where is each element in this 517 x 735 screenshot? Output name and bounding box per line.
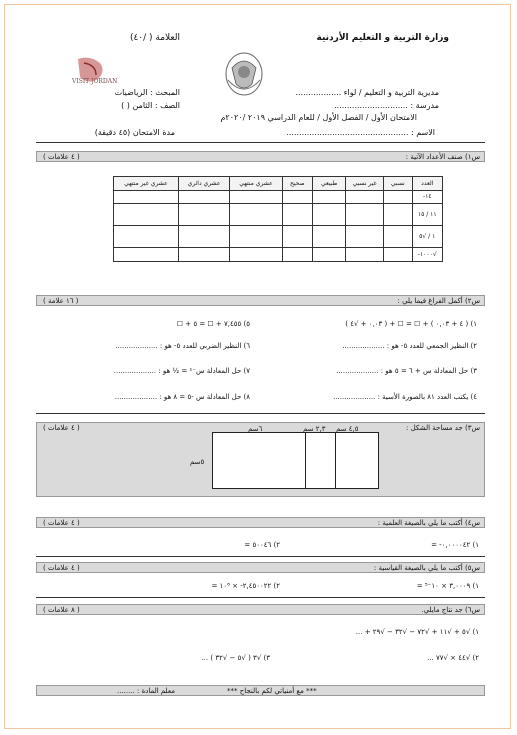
ministry-title: وزارة التربية و التعليم الأردنية <box>316 33 449 43</box>
number-cell: ١١ / ١٥ <box>412 204 443 226</box>
answer-cell[interactable] <box>114 190 179 204</box>
q5-item-2: ٢) ٢,٤٥٠٠٢٢- × ١٠⁶ = <box>211 582 280 590</box>
answer-cell[interactable] <box>282 190 312 204</box>
answer-cell[interactable] <box>384 248 412 262</box>
dim-label: ٤,٥ سم <box>336 425 359 433</box>
q1-title: س١) صنف الأعداد الآتية : <box>405 153 480 161</box>
area-figure <box>212 432 379 489</box>
q4-title: س٤) أكتب ما يلي بالصيغة العلمية : <box>377 519 480 527</box>
answer-cell[interactable] <box>384 204 412 226</box>
number-cell: ١٤- <box>412 190 443 204</box>
answer-cell[interactable] <box>114 226 179 248</box>
table-row <box>114 226 443 248</box>
number-cell: √١٠٠٠- <box>412 248 443 262</box>
q1-bar <box>36 151 485 162</box>
table-header: صحيح <box>282 177 312 191</box>
answer-cell[interactable] <box>230 190 282 204</box>
q4-item-1: ١) ٠,٠٠٠٠٤٢- = <box>431 541 479 549</box>
visit-jordan-logo <box>70 55 118 85</box>
q2-item-1: ١) ( ٤ + ٠,٠٣ ) + ☐ = ☐ + ( ٠,٠٣ + √٤ ) <box>345 320 477 328</box>
table-header: عشري غير منتهي <box>114 177 179 191</box>
student-name-field: الاسم : ................................................ <box>286 128 435 137</box>
table-header: العدد <box>412 177 443 191</box>
answer-cell[interactable] <box>346 226 384 248</box>
q4-item-2: ٢) ٥٠٠٤٦ = <box>244 541 280 549</box>
class-field: الصف : الثامن ( ) <box>121 101 180 110</box>
grade-field: العلامة ( /٤٠) <box>129 33 180 43</box>
answer-cell[interactable] <box>230 204 282 226</box>
table-row <box>114 190 443 204</box>
q6-bar <box>36 604 485 615</box>
answer-cell[interactable] <box>178 204 229 226</box>
q5-item-1: ١) ٣,٠٠٠٩ × ١٠⁻⁵ = <box>416 582 479 590</box>
subject-field: المبحث : الرياضيات <box>114 88 180 97</box>
q4-marks: ( ٤ علامات ) <box>43 519 80 527</box>
q2-marks: ( ١٦ علامة ) <box>43 297 79 305</box>
q5-divider <box>36 597 485 598</box>
q3-marks: ( ٤ علامات ) <box>43 424 80 432</box>
answer-cell[interactable] <box>178 190 229 204</box>
answer-cell[interactable] <box>384 190 412 204</box>
answer-cell[interactable] <box>178 248 229 262</box>
q2-item-5: ٥) ٧,٤٥٥ + ☐ = ٥ + ☐ <box>176 320 250 328</box>
table-header-row <box>114 177 443 191</box>
classification-table <box>113 176 443 262</box>
header-divider <box>36 142 485 143</box>
exam-title: الامتحان الأول / الفصل الأول / للعام الدراسي ٢٠١٩ /٢٠٢٠م <box>220 113 417 122</box>
figure-divider <box>305 433 306 488</box>
dim-label: ٦سم <box>248 425 263 433</box>
answer-cell[interactable] <box>384 226 412 248</box>
table-header: غير نسبي <box>346 177 384 191</box>
footer-bar <box>36 685 485 696</box>
figure-divider <box>335 433 336 488</box>
answer-cell[interactable] <box>346 190 384 204</box>
q6-title: س٦) جد نتاج مايلي. <box>421 606 480 614</box>
number-cell: ١ / √٥ <box>412 226 443 248</box>
answer-cell[interactable] <box>114 204 179 226</box>
table-row <box>114 204 443 226</box>
q2-item-4: ٤) يكتب العدد ٨١ بالصورة الأسية : ................... <box>333 393 477 401</box>
answer-cell[interactable] <box>178 226 229 248</box>
answer-cell[interactable] <box>346 204 384 226</box>
answer-cell[interactable] <box>230 226 282 248</box>
answer-cell[interactable] <box>312 190 345 204</box>
answer-cell[interactable] <box>282 226 312 248</box>
answer-cell[interactable] <box>230 248 282 262</box>
q5-marks: ( ٤ علامات ) <box>43 564 80 572</box>
q6-item-1: ١) √٥ + √١١ + √٧٢ − √٣٢ − √٢٩ + ... <box>355 628 479 636</box>
table-header: عشري دائري <box>178 177 229 191</box>
directorate-field: مديرية التربية و التعليم / لواء .................. <box>295 88 439 97</box>
q2-item-7: ٧) حل المعادلة س⁻¹ = ½ هو : ................... <box>113 367 250 375</box>
svg-text:VISIT JORDAN: VISIT JORDAN <box>72 78 118 85</box>
answer-cell[interactable] <box>346 248 384 262</box>
q6-item-3: ٣) √٣ ( √٥ − √٣٢ ) ... <box>201 654 270 662</box>
q6-item-2: ٢) √٤٤ × √٧٧ ... <box>427 654 479 662</box>
q3-title: س٣) جد مساحة الشكل : <box>406 424 480 432</box>
answer-cell[interactable] <box>312 248 345 262</box>
footer-wish: *** مع أمنياتي لكم بالنجاح *** <box>227 687 317 695</box>
q2-bar <box>36 295 485 306</box>
table-header: نسبي <box>384 177 412 191</box>
answer-cell[interactable] <box>312 204 345 226</box>
q2-item-8: ٨) حل المعادلة س -٥ = ٨ هو : ................... <box>114 393 250 401</box>
q2-item-3: ٣) حل المعادلة س + ٦ = ٥ هو : ................... <box>336 367 477 375</box>
q1-marks: ( ٤ علامات ) <box>43 153 80 161</box>
q2-item-6: ٦) النظير الضربي للعدد ٥- هو : ................... <box>115 342 250 350</box>
exam-duration: مدة الامتحان (٤٥ دقيقة) <box>94 128 175 137</box>
height-label: ٥سم <box>190 458 205 466</box>
answer-cell[interactable] <box>312 226 345 248</box>
q4-divider <box>36 556 485 557</box>
q2-title: س٢) أكمل الفراغ فيما يلي : <box>397 297 480 305</box>
footer-teacher: معلم المادة : ........ <box>117 687 175 695</box>
school-field: مدرسة : ............................. <box>334 101 439 110</box>
q5-bar <box>36 562 485 573</box>
table-header: عشري منتهي <box>230 177 282 191</box>
q2-item-2: ٢) النظير الجمعي للعدد ٥- هو : ................... <box>342 342 477 350</box>
answer-cell[interactable] <box>282 248 312 262</box>
table-row <box>114 248 443 262</box>
dim-label: ٢,٣ سم <box>303 425 326 433</box>
table-header: طبيعي <box>312 177 345 191</box>
q4-bar <box>36 517 485 528</box>
q6-marks: ( ٨ علامات ) <box>43 606 80 614</box>
answer-cell[interactable] <box>114 248 179 262</box>
q2-divider <box>36 413 485 414</box>
q5-title: س٥) أكتب ما يلي بالصيغة القياسية : <box>373 564 480 572</box>
answer-cell[interactable] <box>282 204 312 226</box>
